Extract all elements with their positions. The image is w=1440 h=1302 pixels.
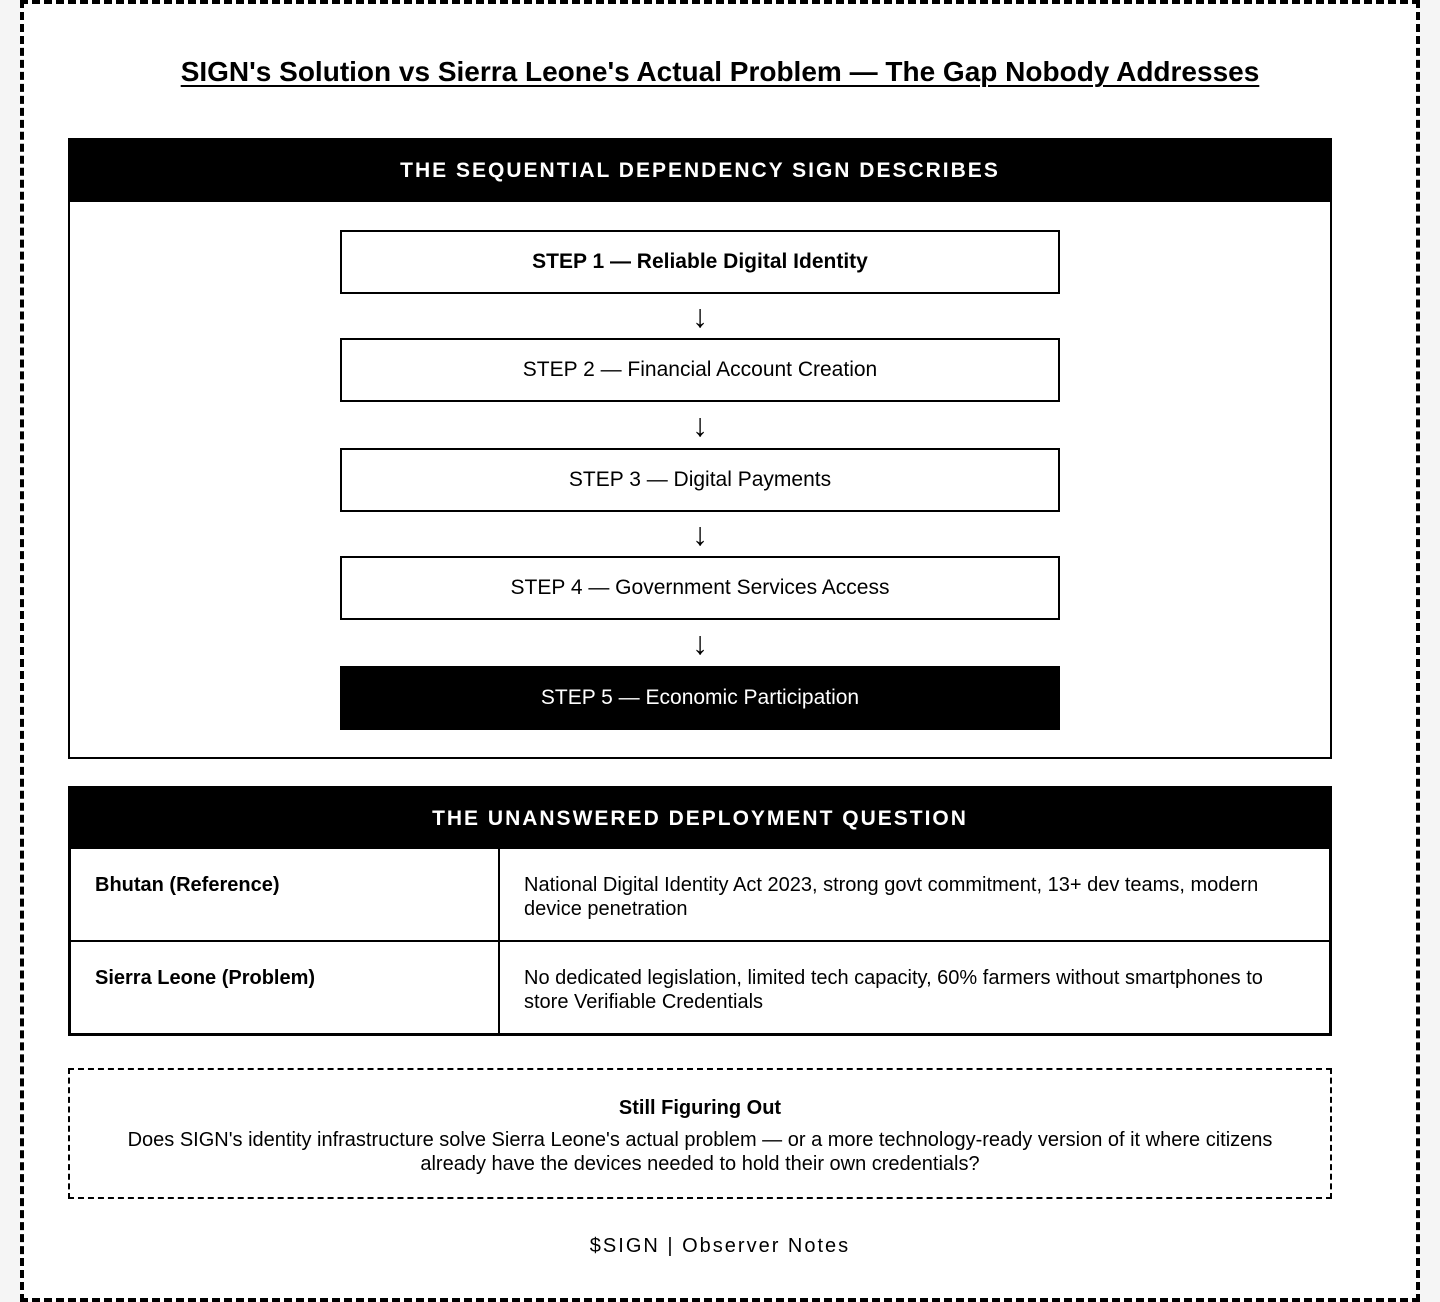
down-arrow-icon: ↓: [692, 298, 708, 334]
step-5-label: STEP 5 — Economic Participation: [540, 686, 860, 709]
table-row: [71, 941, 1329, 1033]
step-1-label: STEP 1 — Reliable Digital Identity: [532, 250, 868, 273]
sequential-dependency-header: THE SEQUENTIAL DEPENDENCY SIGN DESCRIBES: [70, 140, 1330, 202]
deployment-question-section: [68, 786, 1332, 1036]
footer-signature: $SIGN | Observer Notes: [589, 1235, 851, 1257]
row-label: Sierra Leone (Problem): [71, 941, 499, 1033]
row-detail: No dedicated legislation, limited tech capacity, 60% farmers without smartphones to store Verifiable Credentials: [499, 941, 1329, 1033]
step-3-label: STEP 3 — Digital Payments: [568, 468, 832, 491]
step-2-box: [340, 338, 1060, 402]
down-arrow-icon: ↓: [692, 407, 708, 443]
still-figuring-out-note: [68, 1068, 1332, 1199]
sequential-dependency-section: [68, 138, 1332, 759]
table-row: [71, 849, 1329, 941]
step-3-box: [340, 448, 1060, 512]
row-detail: National Digital Identity Act 2023, strong govt commitment, 13+ dev teams, modern device penetration: [524, 874, 1259, 920]
comparison-table: [71, 849, 1329, 1033]
step-flow: [340, 230, 1060, 730]
down-arrow-icon: ↓: [692, 516, 708, 552]
down-arrow-icon: ↓: [692, 625, 708, 661]
note-body: Does SIGN's identity infrastructure solve Sierra Leone's actual problem — or a more technology-ready version of it where citizens already have the devices needed to hold their own credentials?: [127, 1129, 1273, 1175]
row-label: Bhutan (Reference): [71, 849, 499, 941]
step-5-box: [340, 666, 1060, 730]
step-2-label: STEP 2 — Financial Account Creation: [522, 358, 878, 381]
note-title: Still Figuring Out: [618, 1097, 782, 1119]
page-title: SIGN's Solution vs Sierra Leone's Actual Problem — The Gap Nobody Addresses: [180, 56, 1260, 87]
step-4-label: STEP 4 — Government Services Access: [510, 576, 890, 599]
step-4-box: [340, 556, 1060, 620]
deployment-question-header: THE UNANSWERED DEPLOYMENT QUESTION: [71, 789, 1329, 849]
step-1-box: [340, 230, 1060, 294]
